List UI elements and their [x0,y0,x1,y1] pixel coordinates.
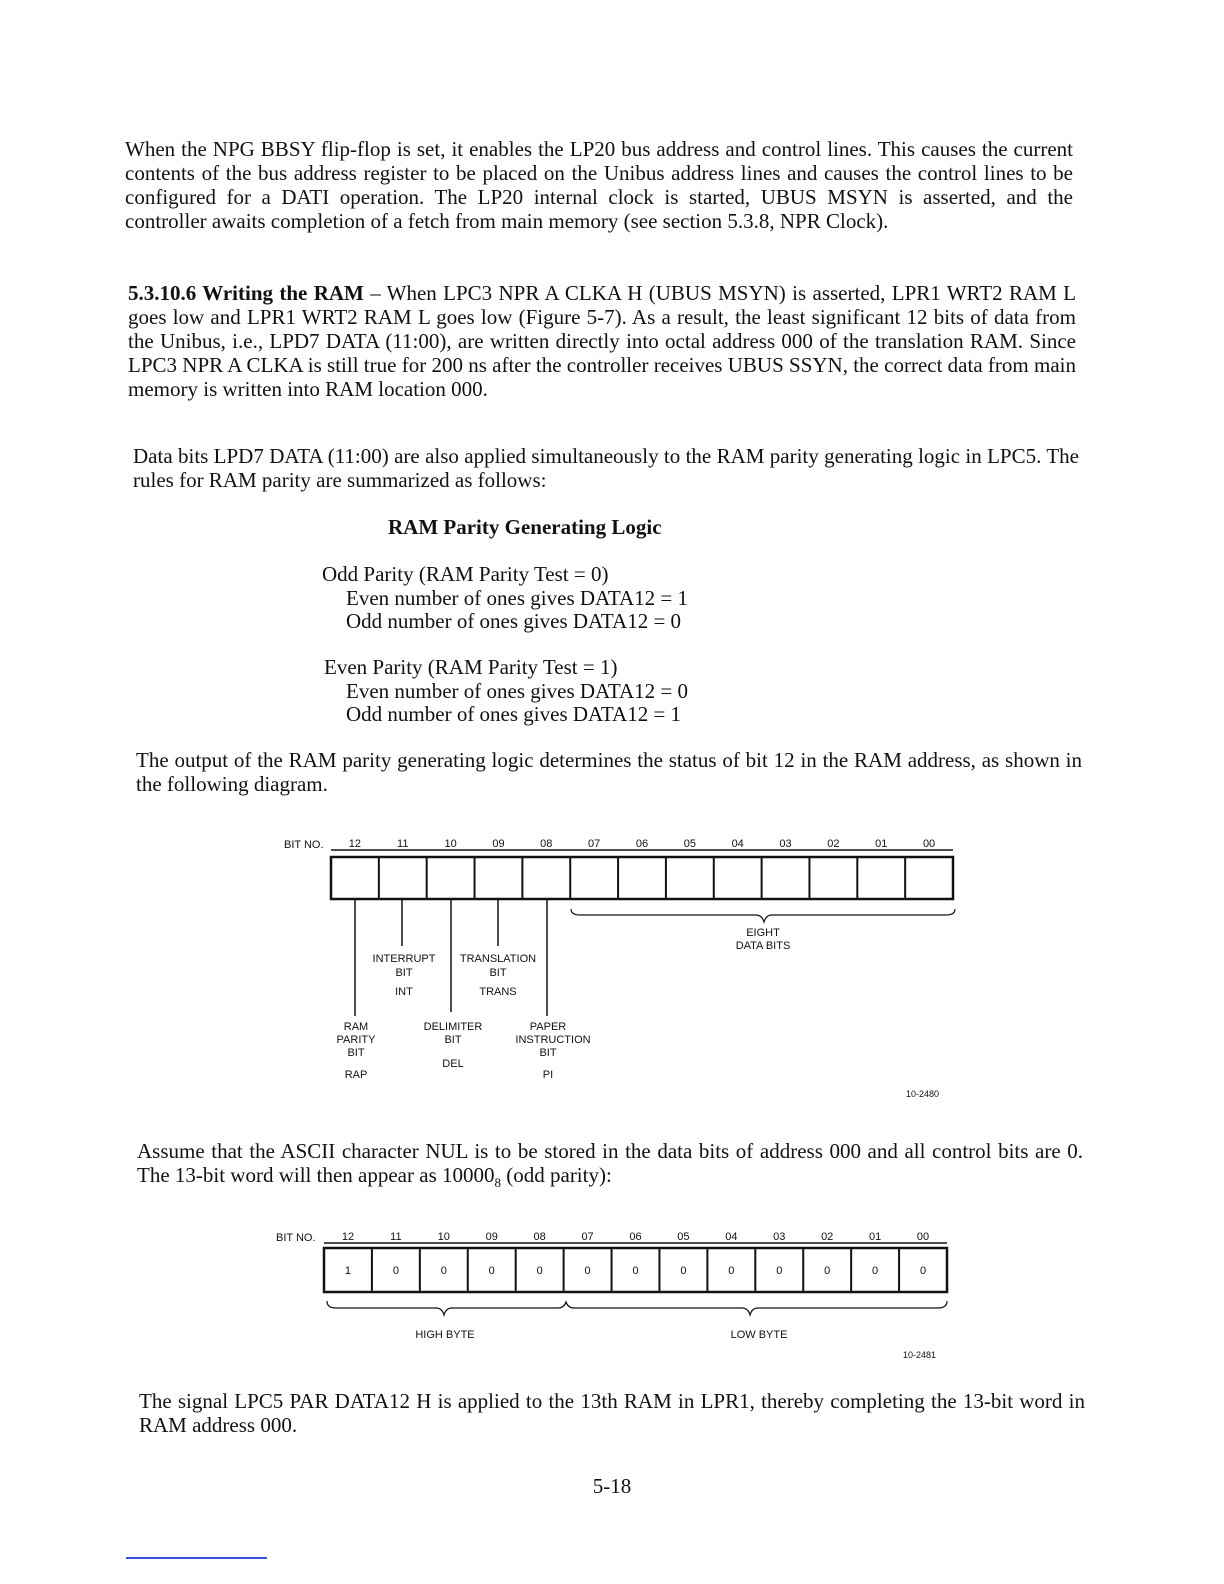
bit-number-12: 12 [341,1231,355,1243]
bit-number-05: 05 [677,1231,690,1243]
odd-parity-odd-ones: Odd number of ones gives DATA12 = 0 [346,609,682,633]
bit-number-03: 03 [779,838,792,850]
interrupt-bit-line2: BIT [395,967,413,979]
bit-number-01: 01 [868,1231,882,1243]
ram-parity-bit-line1: RAM [343,1021,369,1033]
translation-bit-line2: BIT [489,967,507,979]
ram-parity-bit-line3: BIT [347,1047,365,1059]
bit-value-11: 0 [392,1265,399,1277]
even-parity-even-ones: Even number of ones gives DATA12 = 0 [346,679,689,703]
bit-value-10: 0 [440,1265,447,1277]
bit-value-02: 0 [824,1265,831,1277]
bit-number-09: 09 [485,1231,498,1243]
paragraph-parity-output: The output of the RAM parity generating logic determines the status of bit 12 in the RAM address, as shown in the following diagram. [136,748,1082,796]
bit-number-10: 10 [437,1231,450,1243]
bit-number-06: 06 [635,838,649,850]
bit-value-03: 0 [776,1265,783,1277]
paper-instruction-bit-mnemonic: PI [542,1069,554,1081]
bit-value-08: 0 [536,1265,543,1277]
ram-parity-bit-mnemonic: RAP [344,1069,368,1081]
translation-bit-mnemonic: TRANS [479,986,517,998]
bit-number-02: 02 [821,1231,834,1243]
interrupt-bit-line1: INTERRUPT [372,953,436,965]
section-heading-5-3-10-6: 5.3.10.6 Writing the RAM [128,281,364,305]
high-byte-label: HIGH BYTE [415,1329,475,1341]
bit-number-11: 11 [390,1231,402,1243]
paper-instruction-bit-line2: INSTRUCTION [515,1034,591,1046]
bit-number-01: 01 [875,838,888,850]
odd-parity-title: Odd Parity (RAM Parity Test = 0) [322,562,609,586]
nul-example-suffix: (odd parity): [501,1163,612,1187]
nul-example-text: Assume that the ASCII character NUL is to be stored in the data bits of address 000 and all control bits are 0. The 13-bit word will then appear as 10000 [137,1139,1083,1187]
low-byte-label: LOW BYTE [730,1329,788,1341]
bit-number-06: 06 [629,1231,642,1243]
bit-number-00: 00 [922,838,936,850]
bit-number-08: 08 [540,838,553,850]
bit-number-08: 08 [533,1231,546,1243]
paper-instruction-bit-line3: BIT [539,1047,557,1059]
paragraph-parity-intro: Data bits LPD7 DATA (11:00) are also applied simultaneously to the RAM parity generating logic in LPC5. The rules for RAM parity are summarized as follows: [133,444,1079,492]
bit-value-07: 0 [584,1265,591,1277]
paragraph-npg-bbsy: When the NPG BBSY flip-flop is set, it enables the LP20 bus address and control lines. This causes the current contents of the bus address register to be placed on the Unibus address lines and causes the control lines to be configured for a DATI operation. The LP20 internal clock is started, UBUS MSYN is asserted, and the controller awaits completion of a fetch from main memory (see section 5.3.8, NPR Clock). [125,137,1073,233]
bit-number-07: 07 [581,1231,594,1243]
bit-value-00: 0 [919,1265,927,1277]
bit-number-row-2 [342,1231,929,1243]
parity-heading: RAM Parity Generating Logic [388,515,662,539]
bit-value-06: 0 [632,1265,639,1277]
bit-value-09: 0 [488,1265,495,1277]
octal-subscript: 8 [494,1175,501,1191]
delimiter-bit-mnemonic: DEL [442,1058,464,1070]
even-parity-odd-ones: Odd number of ones gives DATA12 = 1 [346,702,682,726]
figure-id-2480: 10-2480 [906,1089,940,1099]
bit-number-03: 03 [773,1231,786,1243]
odd-parity-even-ones: Even number of ones gives DATA12 = 1 [346,586,689,610]
bit-number-04: 04 [725,1231,738,1243]
figure-id-2481: 10-2481 [903,1350,937,1360]
bit-number-00: 00 [916,1231,930,1243]
bit-number-04: 04 [731,838,744,850]
footer-rule [126,1557,267,1559]
paper-instruction-bit-line1: PAPER [529,1021,567,1033]
bit-no-label: BIT NO. [284,839,324,851]
page-number: 5-18 [592,1474,632,1498]
bit-number-07: 07 [588,838,601,850]
bit-number-12: 12 [348,838,362,850]
bit-number-02: 02 [827,838,840,850]
bit-value-01: 0 [872,1265,879,1277]
translation-bit-line1: TRANSLATION [459,953,537,965]
bit-number-05: 05 [683,838,696,850]
even-parity-title: Even Parity (RAM Parity Test = 1) [324,655,618,679]
bit-number-10: 10 [444,838,457,850]
delimiter-bit-line1: DELIMITER [423,1021,483,1033]
eight-data-bits-line1: EIGHT [746,927,780,939]
bit-value-04: 0 [728,1265,735,1277]
bit-number-09: 09 [492,838,505,850]
ram-parity-bit-line2: PARITY [336,1034,376,1046]
word-cells [345,1248,926,1292]
delimiter-bit-line2: BIT [444,1034,462,1046]
bit-value-05: 0 [680,1265,687,1277]
eight-data-bits-line2: DATA BITS [735,940,791,952]
paragraph-writing-ram-body: – When LPC3 NPR A CLKA H (UBUS MSYN) is asserted, LPR1 WRT2 RAM L goes low and LPR1 WRT2 RAM L goes low (Figure 5-7). As a result, the least significant 12 bits of data from the Unibus, i.e., LPD7 DATA (11:00), are written directly into octal address 000 of the translation RAM. Since LPC3 NPR A CLKA is still true for 200 ns after the controller receives UBUS SSYN, the correct data from main memory is written into RAM location 000. [128,281,1076,401]
interrupt-bit-mnemonic: INT [395,986,413,998]
bit-value-12: 1 [344,1265,352,1277]
bit-number-11: 11 [397,838,409,850]
bit-no-label-2: BIT NO. [276,1232,316,1244]
paragraph-par-data12: The signal LPC5 PAR DATA12 H is applied to the 13th RAM in LPR1, thereby completing the 13-bit word in RAM address 000. [139,1389,1085,1437]
byte-braces [327,1301,947,1315]
